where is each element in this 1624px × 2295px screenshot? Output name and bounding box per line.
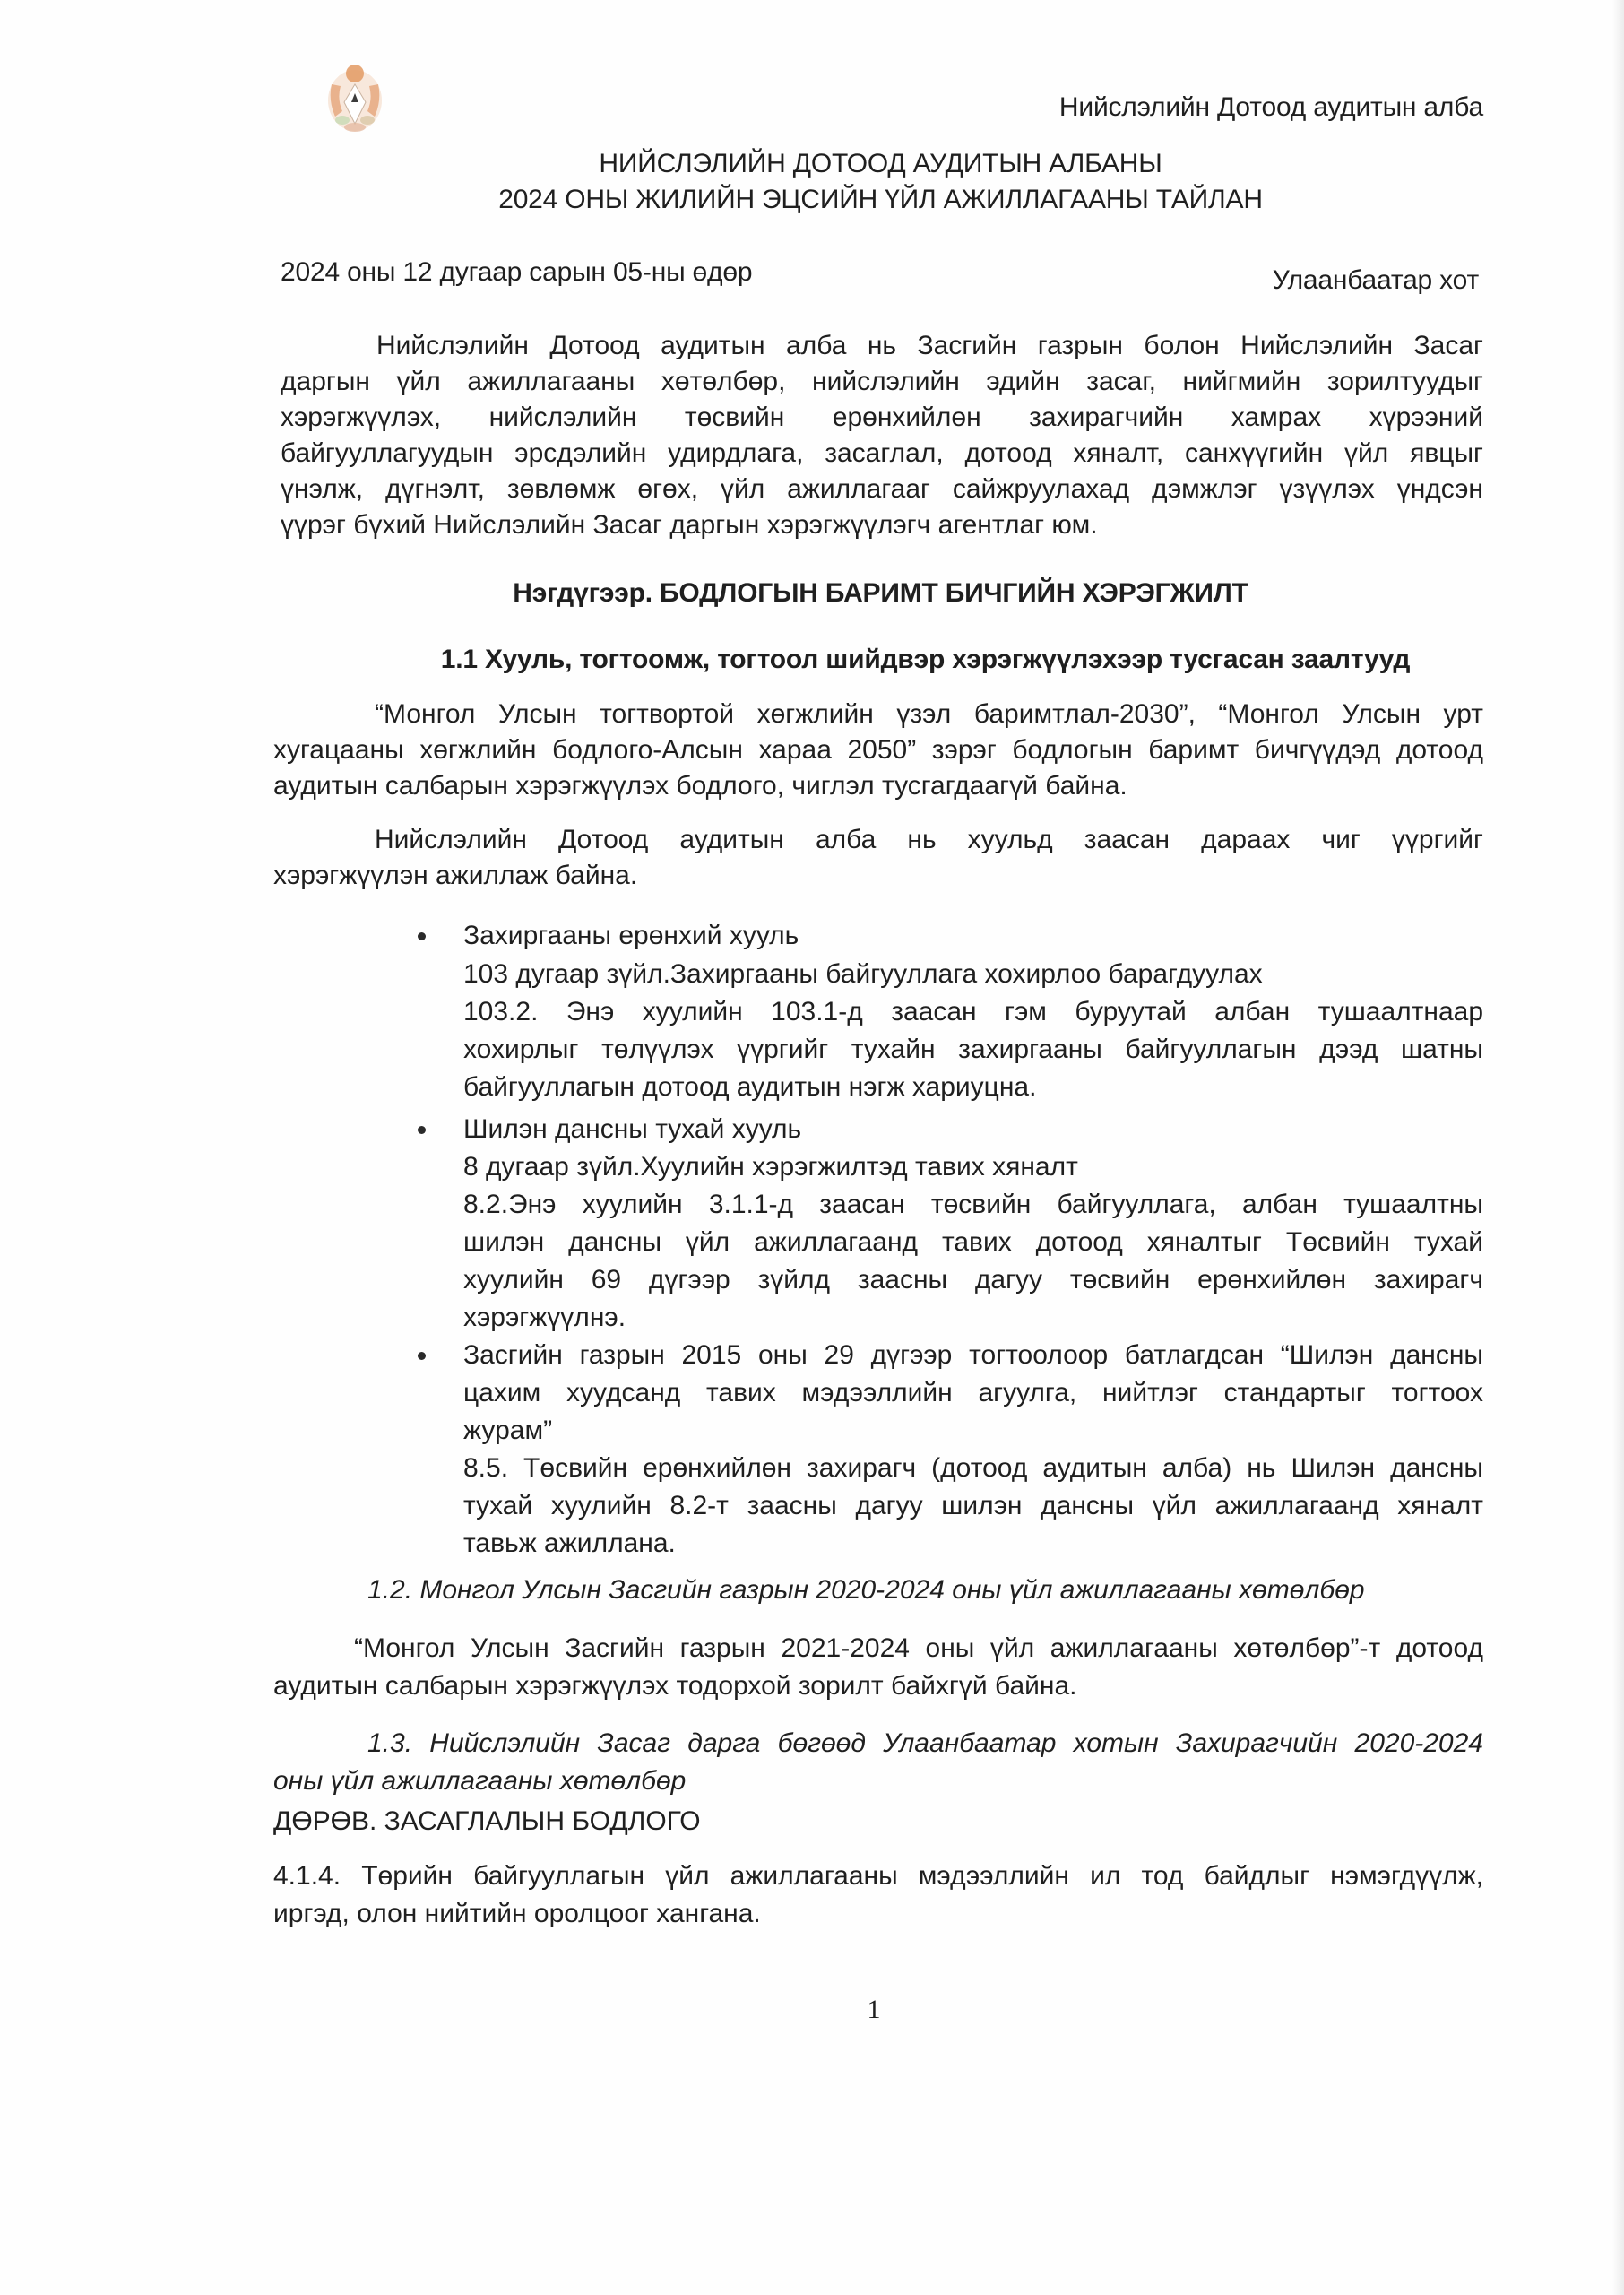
paragraph-line: иргэд, олон нийтийн оролцоог хангана.: [273, 1899, 761, 1928]
paragraph-line: 4.1.4. Төрийн байгууллагын үйл ажиллагааны мэдээллийн ил тод байдлыг нэмэгдүүлж,: [273, 1861, 1483, 1891]
bullet-title-line: Засгийн газрын 2015 оны 29 дүгээр тогтоолоор батлагдсан “Шилэн дансны: [463, 1340, 1483, 1370]
subsection-1-2-heading: 1.2. Монгол Улсын Засгийн газрын 2020-2024 оны үйл ажиллагааны хөтөлбөр: [367, 1575, 1365, 1605]
bullet-icon: [418, 932, 426, 940]
intro-line: хэрэгжүүлэх, нийслэлийн төсвийн ерөнхийлөн захирагчийн хамрах хүрээний: [281, 403, 1483, 432]
bullet-clause-line: тухай хуулийн 8.2-т заасны дагуу шилэн дансны үйл ажиллагаанд хяналт: [463, 1491, 1483, 1520]
report-date: 2024 оны 12 дугаар сарын 05-ны өдөр: [281, 257, 753, 287]
bullet-clause-line: 103.2. Энэ хуулийн 103.1-д заасан гэм буруутай албан тушаалтнаар: [463, 997, 1483, 1026]
intro-line: Нийслэлийн Дотоод аудитын алба нь Засгийн газрын болон Нийслэлийн Засаг: [376, 331, 1483, 360]
bullet-clause-line: байгууллагын дотоод аудитын нэгж хариуцна.: [463, 1072, 1037, 1102]
paragraph-line: “Монгол Улсын тогтвортой хөгжлийн үзэл баримтлал-2030”, “Монгол Улсын урт: [375, 699, 1483, 729]
bullet-clause-line: хохирлыг төлүүлэх үүргийг тухайн захиргааны байгууллагын дээд шатны: [463, 1035, 1483, 1064]
bullet-clause-line: 8.2.Энэ хуулийн 3.1.1-д заасан төсвийн байгууллага, албан тушаалтны: [463, 1190, 1483, 1219]
intro-line: үүрэг бүхий Нийслэлийн Засаг даргын хэрэгжүүлэгч агентлаг юм.: [281, 510, 1098, 540]
paragraph-line: аудитын салбарын хэрэгжүүлэх тодорхой зорилт байхгүй байна.: [273, 1671, 1077, 1701]
intro-line: даргын үйл ажиллагааны хөтөлбөр, нийслэлийн эдийн засаг, нийгмийн зорилтуудыг: [281, 367, 1483, 396]
bullet-clause-line: хуулийн 69 дүгээр зүйлд заасны дагуу төсвийн ерөнхийлөн захирагч: [463, 1265, 1483, 1295]
paragraph-line: хэрэгжүүлэн ажиллаж байна.: [273, 861, 638, 890]
bullet-clause-line: шилэн дансны үйл ажиллагаанд тавих дотоод хяналтыг Төсвийн тухай: [463, 1227, 1483, 1257]
intro-line: байгууллагуудын эрсдэлийн удирдлага, засаглал, дотоод хяналт, санхүүгийн үйл явцыг: [281, 438, 1483, 468]
bullet-title-line: журам”: [463, 1416, 553, 1445]
bullet-icon: [418, 1126, 426, 1134]
report-title-line-2: 2024 ОНЫ ЖИЛИЙН ЭЦСИЙН ҮЙЛ АЖИЛЛАГААНЫ ТАЙЛАН: [498, 185, 1263, 214]
page-edge-shadow: [1611, 0, 1624, 2295]
paragraph-line: Нийслэлийн Дотоод аудитын алба нь хуульд заасан дараах чиг үүргийг: [375, 825, 1483, 854]
bullet-clause-line: тавьж ажиллана.: [463, 1529, 676, 1558]
bullet-article: 8 дугаар зүйл.Хуулийн хэрэгжилтэд тавих хяналт: [463, 1152, 1078, 1182]
page-number: 1: [867, 1995, 881, 2024]
section-1-heading: Нэгдүгээр. БОДЛОГЫН БАРИМТ БИЧГИЙН ХЭРЭГЖИЛТ: [513, 578, 1248, 608]
intro-line: үнэлж, дүгнэлт, зөвлөмж өгөх, үйл ажиллагааг сайжруулахад дэмжлэг үзүүлэх үндсэн: [281, 474, 1483, 504]
bullet-title: Захиргааны ерөнхий хууль: [463, 921, 799, 950]
bullet-clause-line: хэрэгжүүлнэ.: [463, 1303, 626, 1332]
subsection-1-1-heading: 1.1 Хууль, тогтоомж, тогтоол шийдвэр хэрэгжүүлэхээр тусгасан заалтууд: [440, 645, 1411, 674]
heading-line: 1.3. Нийслэлийн Засаг дарга бөгөөд Улаанбаатар хотын Захирагчийн 2020-2024: [367, 1728, 1483, 1758]
bullet-article: 103 дугаар зүйл.Захиргааны байгууллага хохирлоо барагдуулах: [463, 959, 1263, 989]
mongolia-state-emblem-icon: [323, 61, 387, 134]
paragraph-line: “Монгол Улсын Засгийн газрын 2021-2024 оны үйл ажиллагааны хөтөлбөр”-т дотоод: [354, 1633, 1483, 1663]
header-organization: Нийслэлийн Дотоод аудитын алба: [1058, 92, 1483, 122]
bullet-title: Шилэн дансны тухай хууль: [463, 1114, 802, 1144]
paragraph-line: хугацааны хөгжлийн бодлого-Алсын хараа 2050” зэрэг бодлогын баримт бичгүүдэд дотоод: [273, 735, 1483, 765]
section-4-heading: ДӨРӨВ. ЗАСАГЛАЛЫН БОДЛОГО: [273, 1806, 701, 1836]
heading-line: оны үйл ажиллагааны хөтөлбөр: [273, 1766, 687, 1796]
bullet-title-line: цахим хуудсанд тавих мэдээллийн агуулга, нийтлэг стандартыг тогтоох: [463, 1378, 1483, 1407]
bullet-clause-line: 8.5. Төсвийн ерөнхийлөн захирагч (дотоод аудитын алба) нь Шилэн дансны: [463, 1453, 1483, 1483]
bullet-icon: [418, 1352, 426, 1360]
report-place: Улаанбаатар хот: [1272, 265, 1479, 295]
report-title-line-1: НИЙСЛЭЛИЙН ДОТООД АУДИТЫН АЛБАНЫ: [599, 149, 1162, 178]
paragraph-line: аудитын салбарын хэрэгжүүлэх бодлого, чиглэл тусгагдаагүй байна.: [273, 771, 1127, 801]
